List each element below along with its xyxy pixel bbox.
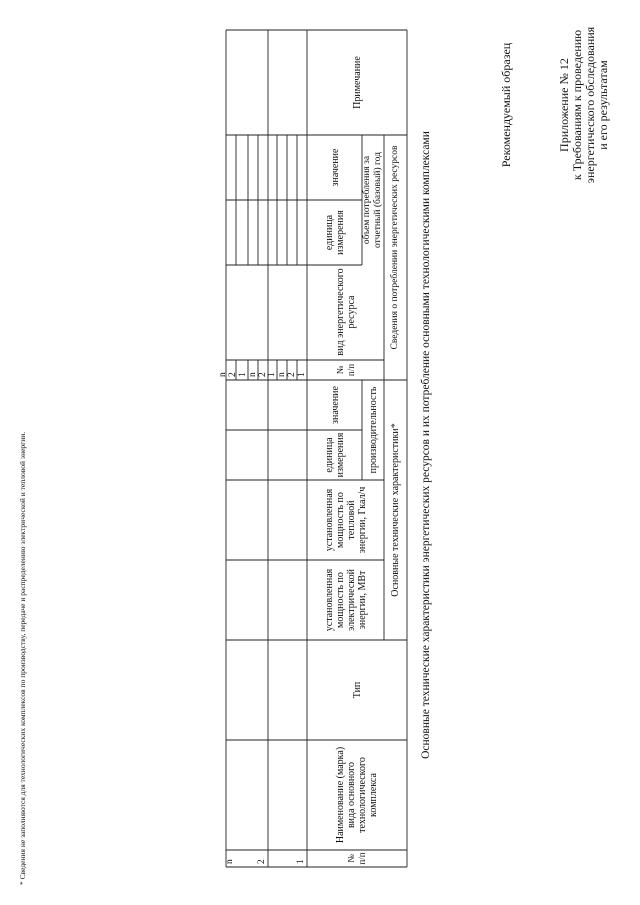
row-number-2: 2 bbox=[257, 859, 267, 864]
sub-row-1-1: 1 bbox=[297, 372, 307, 377]
appendix-number: Приложение № 12 bbox=[557, 58, 571, 152]
header-group-volume: объем потребления за отчетный (базовый) год bbox=[362, 152, 383, 248]
header-col-value-2: значение bbox=[329, 148, 341, 187]
table-title: Основные технические характеристики энергетических ресурсов и их потребление основными технологическими комплексами bbox=[420, 131, 432, 759]
header-col-sub-num: № п/п bbox=[335, 363, 356, 377]
row-number-1: 1 bbox=[296, 859, 306, 864]
header-col-num: № п/п bbox=[346, 852, 367, 865]
sub-row-1-n: n bbox=[277, 372, 287, 377]
header-col-value: значение bbox=[329, 386, 341, 424]
sub-row-2-1: 1 bbox=[267, 372, 277, 377]
header-col-thermal: установленная мощность по тепловой энергии, Гкал/ч bbox=[324, 486, 368, 554]
header-group-tech: Основные технические характеристики* bbox=[390, 423, 401, 597]
footnote: * Сведения не заполняются для технологических комплексов по производству, передаче и распределению электрической и тепловой энергии. bbox=[18, 431, 27, 885]
header-col-type: Тип bbox=[351, 681, 363, 699]
header-col-unit-2: единица измерения bbox=[324, 210, 346, 255]
appendix-line-2: к Требованиям к проведению bbox=[570, 29, 584, 181]
appendix-line-3: энергетического обследования bbox=[583, 26, 597, 184]
sub-row-3-1: 1 bbox=[238, 372, 248, 377]
header-col-electric: установленная мощность по электрической энергии, МВт bbox=[324, 568, 368, 632]
header-group-consumption: Сведения о потреблении энергетических ресурсов bbox=[390, 145, 400, 350]
header-col-unit: единица измерения bbox=[324, 432, 346, 478]
recommended-sample-label: Рекомендуемый образец bbox=[499, 42, 513, 168]
sub-row-2-2: 2 bbox=[258, 372, 268, 377]
row-number-n: n bbox=[225, 859, 235, 864]
header-col-resource: вид энергетического ресурса bbox=[335, 268, 357, 356]
appendix-line-4: и его результатам bbox=[596, 60, 610, 150]
header-col-name: Наименование (марка) вида основного технологического комплекса bbox=[335, 746, 379, 844]
sub-row-1-2: 2 bbox=[287, 372, 297, 377]
sub-row-2-n: n bbox=[248, 372, 258, 377]
sub-row-3-n: n bbox=[218, 372, 228, 377]
sub-row-3-2: 2 bbox=[228, 372, 238, 377]
header-group-productivity: производительность bbox=[367, 386, 379, 474]
header-col-note: Примечание bbox=[352, 56, 363, 109]
